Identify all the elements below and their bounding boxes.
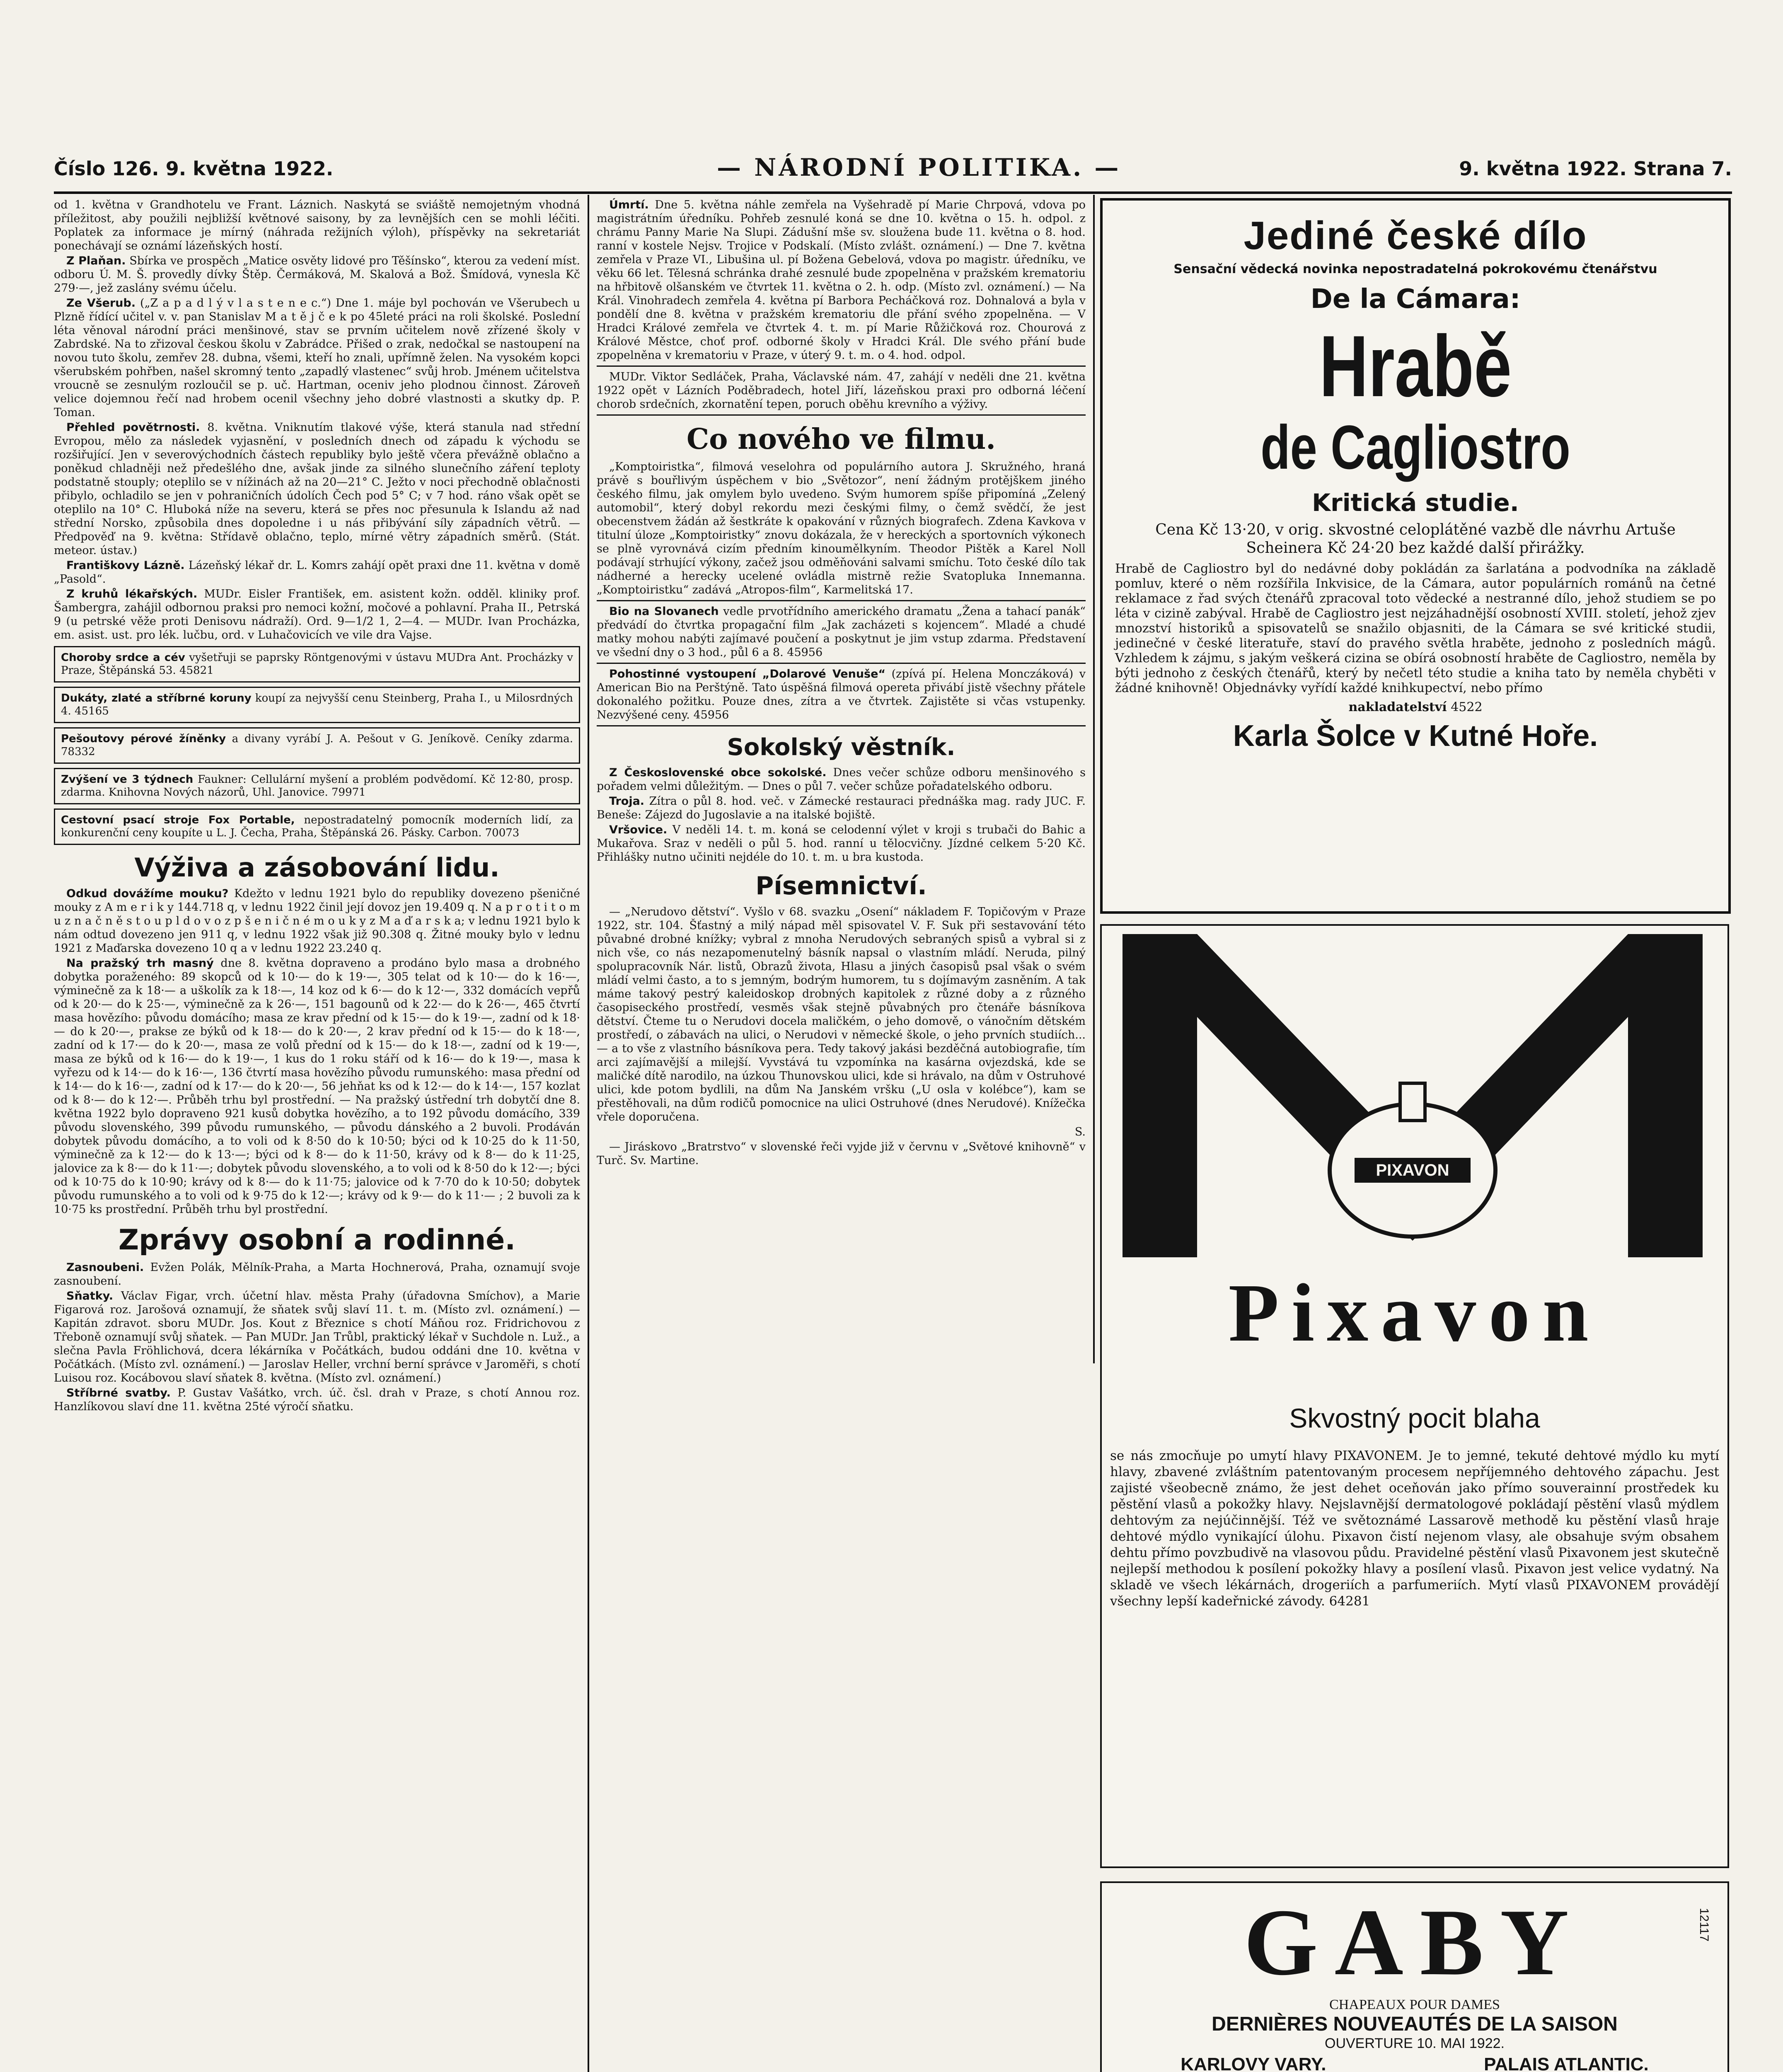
ad-text: vyšetřuji se paprsky Röntgenovými v ústavu MUDra Ant. Procházky v Praze, Štěpánská 53. bbox=[61, 651, 573, 677]
news-text: Václav Figar, vrch. účetní hlav. města Prahy (úřadovna Smíchov), a Marie Figarová roz. Jarošová oznamují, že sňatek svůj slaví 11. t. m. (Místo zvl. oznámení.) — Kapitán zdravot. sboru MUDr. Jos. Kout z Březnice s chotí Máňou roz. Fridrichovou z Třeboně oznamují svůj sňatek. — Pan MUDr. Jan Trůbl, praktický lékař v Suchdole n. Luž., a slečna Pavla Fröhlichová, dcera lékárníka v Počátkách, budou oddáni dne 10. května v Počátkách. (Místo zvl. oznámení.) — Jaroslav Heller, vrchní berní správce v Jaroměři, s chotí Luisou roz. Kocábovou slaví sňatek 8. května. (Místo zvl. oznámení.) bbox=[54, 1290, 580, 1385]
ad-code: 79971 bbox=[331, 786, 366, 799]
ad-text: nepostradatelný pomocník moderních lidí, za konkurenční ceny koupíte u L. J. Čecha, Praha, Štěpánská 26. Pásky. Carbon. bbox=[61, 814, 573, 839]
ad-code: 12117 bbox=[1697, 1908, 1711, 1942]
ad-code: 70073 bbox=[485, 827, 520, 839]
gaby-line-1: CHAPEAUX POUR DAMES bbox=[1329, 1997, 1500, 2012]
ad-head: Zvýšení ve 3 týdnech bbox=[61, 773, 194, 786]
news-text: („Z a p a d l ý v l a s t e n e c.“) Dne 1. máje byl pochován ve Všerubech u Plzně řídící učitel v. v. pan Stanislav M a t ě j č e k po 45leté práci na roli školské. Poslední léta věnoval národní práci menšinové, stav se prvním učitelem nově zřízené školy v Zabrdské. Na to zřizoval českou školu v Zabrádce. Přišed o zrak, nedočkal se nastoupení na novou tuto školu, zemřev 28. dubna, všemi, kteří ho znali, upřímně želen. Na vysokém kopci všerubském pohřben, našel skromný tento „zapadlý vlastenec“ svůj hrob. Jménem učitelstva vroucně se zesnulým rozloučil se p. uč. Hartman, oceniv jeho plodnou činnost. Zároveň velice dojemnou řečí nad hrobem ocenil všechny jeho dobré vlastnosti a skutky dp. P. Toman. bbox=[54, 297, 580, 419]
news-silver-weddings bbox=[54, 1386, 580, 1414]
section-title-food: Výživa a zásobování lidu. bbox=[134, 852, 500, 883]
news-vserub bbox=[54, 296, 580, 419]
news-lead: Přehled povětrnosti. bbox=[66, 421, 200, 434]
news-text: MUDr. Eisler František, em. asistent kožn. odděl. kliniky prof. Šambergra, zahájil odbornou praksi pro nemoci kožní, močové a pohlavní. Praha II., Petrská 9 (u petrské věže proti Denisovu nádraží). Ord. 9—1/2 1, 2—4. — MUDr. Ivan Procházka, em. asist. ust. pro lék. lučbu, ord. v Luhačovicích ve vile dra Vajse. bbox=[54, 588, 580, 641]
news-text: vedle prvotřídního amerického dramatu „Žena a tahací panák“ předvádí do čtvrtka propagační film „Jak zacházeti s kojencem“. Mladé a chudé matky mohou nabýti zajímavé poučení a poskytnut je jim vstup zdarma. Představení ve všední dny o 3 hod., půl 6 a 8. bbox=[597, 605, 1086, 659]
divider bbox=[597, 414, 1086, 416]
film-venus bbox=[597, 667, 1086, 722]
ad-publisher-pre: nakladatelství bbox=[1348, 700, 1447, 714]
news-text: P. Gustav Vašátko, vrch. úč. čsl. drah v Praze, s chotí Annou roz. Hanzlíkovou slaví dne 11. května 25té výročí sňatku. bbox=[54, 1387, 580, 1414]
ad-code: 45165 bbox=[75, 705, 109, 717]
news-lead: Z kruhů lékařských. bbox=[66, 588, 198, 600]
ad-code: 45821 bbox=[179, 664, 214, 677]
ad-head: Dukáty, zlaté a stříbrné koruny bbox=[61, 692, 252, 704]
news-lead: Zasnoubeni. bbox=[66, 1261, 144, 1274]
news-text: (zpívá pí. Helena Monczáková) v American Bio na Perštýně. Tato úspěšná filmová opereta přivábí jistě všechny přátele dokonalého požitku. Pouze dnes, zítra a ve čtvrtek. Zajistěte si včas vstupenky. Nezvýšené ceny. bbox=[597, 668, 1086, 722]
pixavon-tagline: Skvostný pocit blaha bbox=[1289, 1403, 1540, 1433]
ad-publisher-intro bbox=[1103, 696, 1728, 715]
news-vrsovice bbox=[597, 823, 1086, 864]
film-bio bbox=[597, 605, 1086, 659]
divider bbox=[597, 663, 1086, 664]
news-engagement bbox=[54, 1261, 580, 1288]
ad-code: 64281 bbox=[1329, 1594, 1370, 1609]
news-jirasek: — Jiráskovo „Bratrstvo“ v slovenské řeči vyjde již v červnu v „Světové knihovně“ v Turč. Sv. Martine. bbox=[597, 1140, 1086, 1167]
gaby-line-2: DERNIÈRES NOUVEAUTÉS DE LA SAISON bbox=[1212, 2013, 1618, 2035]
gaby-place: PALAIS ATLANTIC. bbox=[1484, 2054, 1649, 2072]
classified-ad-mattress bbox=[54, 727, 580, 764]
news-plana bbox=[54, 254, 580, 295]
news-troja bbox=[597, 794, 1086, 822]
ad-code: 45956 bbox=[787, 646, 823, 659]
gaby-line-3: OUVERTURE 10. MAI 1922. bbox=[1325, 2036, 1505, 2051]
news-sokol bbox=[597, 766, 1086, 793]
ad-price: Cena Kč 13·20, v orig. skvostné celoplátěné vazbě dle návrhu Artuše Scheinera Kč 24·20 bez každé další přirážky. bbox=[1155, 521, 1676, 557]
news-lead: Ze Všerub. bbox=[66, 297, 136, 310]
news-text: Dnes večer schůze odboru menšinového s pořadem velmi důležitým. — Dnes o půl 7. večer schůze pořadatelského odboru. bbox=[597, 766, 1086, 793]
news-weddings bbox=[54, 1289, 580, 1385]
news-lead: Z Československé obce sokolské. bbox=[609, 766, 827, 779]
news-text: dne 8. května dopraveno a prodáno bylo masa a drobného dobytka poraženého: 89 skopců od k 10·— do k 19·—, 305 telat od k 10·— do k 16·—, výminečně za k 18·— a uškolík za k 18·—, 14 koz od k 6·— do k 12·—, 332 domácích vepřů od k 20·— do k 25·—, výminečně za k 26·—, 151 bagounů od k 22·— do k 26·—, 465 čtvrtí masa hovězího: původu domácího; masa ze krav přední od k 15·— do k 19·—, zadní od k 18·— do k 20·—, prakse ze býků od k 18·— do k 20·—, 2 krav přední od k 15·— do k 18·—, zadní od k 17·— do k 20·—, masa ze volů přední od k 15·— do k 18·—, zadní od k 19·—, masa ze býků od k 16·— do k 19·—, 1 kus do 1 roku stáří od k 16·— do k 19·—, masa k vyřezu od k 14·— do k 16·—, 136 čtvrtí masa hovězího původu rumunského: masa přední od k 14·— do k 16·—, zadní od k 17·— do k 20·—, 56 jehňat ks od k 12·— do k 14·—, 157 kozlat od k 8·— do k 12·—. Průběh trhu byl prostřední. — Na pražský ústřední trh dobytčí dne 8. května 1922 bylo dopraveno 921 kusů dobytka hovězího, a to 192 původu domácího, 339 původu slovenského, 399 původu rumunského, — původu dánského a 2 buvoli. Prodáván dobytek původu domácího, a to voli od k 8·50 do k 10·50; býci od k 10·25 do k 11·50, výminečně za k 12·— do k 13·—; býci od k 8·— do k 11·50, krávy od k 8·— do k 11·25, jalovice za k 8·— do k 11·—; dobytek původu slovenského, a to voli od k 8·50 do k 12·—; býci od k 10·75 do k 10·90; krávy od k 8·— do k 11·75; jalovice od k 7·70 do k 10·50; dobytek původu rumunského a to voli od k 9·75 do k 12·—; krávy od k 9·— do k 11·— ; 2 buvoli za k 10·75 ks prostřední. Průběh trhu byl prostřední. bbox=[54, 957, 580, 1216]
column-1 bbox=[54, 198, 580, 2072]
ad-code: 4522 bbox=[1451, 700, 1483, 714]
ad-text: koupí za nejvyšší cenu Steinberg, Praha I., u Milosrdných 4. bbox=[61, 692, 573, 717]
ad-cagliostro bbox=[1100, 198, 1731, 914]
news-lead: Stříbrné svatby. bbox=[66, 1387, 171, 1400]
ad-text: Faukner: Cellulární myšení a problém podvědomí. Kč 12·80, prosp. zdarma. Knihovna Nových názorů, Uhl. Janovice. bbox=[61, 773, 573, 799]
news-lead: Sňatky. bbox=[66, 1290, 114, 1303]
ad-head: Choroby srdce a cév bbox=[61, 651, 185, 664]
newspaper-title: — NÁRODNÍ POLITIKA. — bbox=[717, 153, 1121, 182]
ad-code: 78332 bbox=[61, 746, 95, 758]
news-lead: Vršovice. bbox=[609, 823, 668, 837]
ad-author: De la Cámara: bbox=[1310, 284, 1521, 315]
spa-notice: od 1. května v Grandhotelu ve Frant. Láznich. Naskytá se sviáště nemojetným vhodná příležitost, aby použili nejbližší květnové saisony, by za levnějších cen se mohli léčiti. Poplatek za informace je mírný (náhrada režijních výloh), příspěvky na sekretariát ponechávají se oznámí lázeňských hostí. bbox=[54, 198, 580, 252]
news-text: Lázeňský lékař dr. L. Komrs zahájí opět praxi dne 11. května v domě „Pasold“. bbox=[54, 559, 580, 586]
divider bbox=[597, 366, 1086, 367]
news-weather bbox=[54, 421, 580, 557]
page-date-number: 9. května 1922. Strana 7. bbox=[1459, 157, 1732, 180]
divider bbox=[597, 600, 1086, 601]
news-text: Evžen Polák, Mělník-Praha, a Marta Hochnerová, Praha, oznamují svoje zasnoubení. bbox=[54, 1261, 580, 1288]
ad-head: Cestovní psací stroje Fox Portable, bbox=[61, 814, 295, 826]
news-signature: S. bbox=[1074, 1126, 1086, 1139]
news-text: 8. května. Vniknutím tlakové výše, která stanula nad střední Evropou, mělo za následek vyjasnění, v posledních dnech od západu k východu se rozšiřující. Jen v severovýchodních částech republiky bylo ještě včera převážně oblačno a poněkud chladněji než předešlého dne, avšak jinde za silného slunečního záření teploty podstatně stouply; oteplilo se v nížinách až na 20—21° C. Ježto v noci přechodně oblačnosti přibylo, ochladilo se jen v pohraničních údolích Čech pod 5° C; v 7 hod. ráno však opět se oteplilo na 10° C. Hluboká níže na severu, která se přes noc přesunula k Islandu až nad střední Norsko, způsobila dnes dopoledne i u nás přibývání síly západních větrů. — Předpověď na 9. května: Střídavě oblačno, teplo, mírné větry západních směrů. (Stát. meteor. ústav.) bbox=[54, 421, 580, 557]
news-lead: Na pražský trh masný bbox=[66, 957, 214, 970]
news-neruda: — „Nerudovo dětství“. Vyšlo v 68. svazku „Osení“ nákladem F. Topičovým v Praze 1922, str. 104. Šťastný a milý nápad měl spisovatel V. F. Suk při sestavování této půvabné drobné knížky; vybral z mnoha Nerudových sebraných spisů a vybral si z nich vše, co nás nezapomenutelný básník napsal o vlastním mládí. Neruda, pilný spolupracovník Nár. listů, Obrazů života, Hlasu a jiných časopisů psal však o svém mládí velmi často, a to s jemným, bodrým humorem, tu s dojímavým zasněním. A tak máme takový pestrý kaleidoskop drobných kapitolek z různé doby a z různého časopiseckého prostředí, vesměs však stejně půvabných pro čtenáře básníkova dětství. Čteme tu o Nerudovi docela maličkém, o jeho domově, o vánočním dětském prostředí, o zábavách na ulici, o Nerudovi v německé škole, o jeho prvních studiích... — a to vše z vlastního básníkova pera. Tedy takový jakási bezděčná autobiografie, tím arci zajímavější a milejší. Vyvstává tu vzpomínka na kasárna ovjezdská, kde se maličké dítě narodilo, na úzkou Thunovskou ulici, kde si hrávalo, na dům v Ostruhové ulici, kde potom bydlili, na dům Na Janském vršku („U osla v kolébce“), kam se přestěhovali, na dům rodičů pomocnice na ulici Ostruhové (dnes Nerudové). Knížečka vřele doporučena. bbox=[597, 905, 1086, 1124]
news-text: Zítra o půl 8. hod. več. v Zámecké restauraci přednáška mag. rady JUC. F. Beneše: Zájezd do Jugoslavie a na italské bojiště. bbox=[597, 795, 1086, 822]
news-flour bbox=[54, 887, 580, 955]
ad-body: Hrabě de Cagliostro byl do nedávné doby pokládán za šarlatána a podvodníka na základě pomluv, které o něm rozšířila Inkvisice, de la Cámara, autor populárních románů na četné reklamace z řad svých čtenářů zpracoval toto vědecké a nestranné dílo, jehož studiem se po léta v cizině zabýval. Hrabě de Cagliostro jest nejzáhadnější osobností XVIII. století, jehož zjev mnozství historiků a spisovatelů se snažilo objasniti, de la Cámara se své kritické studii, jedinečné v české literatuře, staví do pravého světla hraběte, jednoho z posledních mágů. Vzhledem k zájmu, s jakým veškerá cizina se obírá osobností hraběte de Cagliostro, neměla by býti jednoho z českých čtenářů, který by nečetl této studie a kniha tato by neměla chyběti v žádné knihovně! Objednávky vyřídí každé knihkupectví, nebo přímo bbox=[1115, 562, 1716, 695]
ad-book-title-2: de Cagliostro bbox=[1260, 412, 1570, 482]
column-2 bbox=[597, 198, 1086, 1363]
column-divider-2 bbox=[1093, 195, 1095, 1363]
classified-ad-book bbox=[54, 768, 580, 804]
ad-publisher: Karla Šolce v Kutné Hoře. bbox=[1233, 719, 1598, 753]
ad-subheadline: Sensační vědecká novinka nepostradatelná pokrokovému čtenářstvu bbox=[1173, 262, 1657, 276]
news-lead: Pohostinné vystoupení „Dolarové Venuše“ bbox=[609, 668, 886, 681]
divider bbox=[597, 725, 1086, 726]
news-deaths bbox=[597, 198, 1086, 362]
ad-headline: Jediné české dílo bbox=[1244, 213, 1587, 258]
news-market bbox=[54, 956, 580, 1216]
page-header bbox=[54, 153, 1732, 191]
news-lead: Z Plaňan. bbox=[66, 254, 126, 267]
ad-bonella-main bbox=[597, 1368, 1726, 2072]
ad-genre: Kritická studie. bbox=[1312, 489, 1519, 517]
ad-head: Pešoutovy pérové žíněnky bbox=[61, 733, 226, 745]
news-lead: Bio na Slovanech bbox=[609, 605, 719, 618]
news-text: Sbírka ve prospěch „Matice osvěty lidové pro Těšínsko“, kterou za vedení míst. odboru Ú. M. Š. provedly dívky Štěp. Čermáková, M. Skalová a Bož. Šmídová, vynesla Kč 279·—, jež zaslány svému účelu. bbox=[54, 254, 580, 295]
column-divider-1 bbox=[588, 195, 589, 2072]
news-frantiskovy bbox=[54, 559, 580, 586]
header-rule bbox=[54, 191, 1732, 194]
classified-ad-heart bbox=[54, 646, 580, 683]
gaby-brand: GABY bbox=[1244, 1889, 1586, 1995]
classified-ad-ducats bbox=[54, 687, 580, 723]
ad-code: 45956 bbox=[693, 709, 729, 722]
classified-ad-typewriter bbox=[54, 808, 580, 845]
ad-text: a divany vyrábí J. A. Pešout v G. Jeníkově. Ceníky zdarma. bbox=[232, 733, 573, 745]
section-title-sokol: Sokolský věstník. bbox=[727, 734, 956, 761]
section-title-personal: Zprávy osobní a rodinné. bbox=[118, 1224, 516, 1257]
section-title-film: Co nového ve filmu. bbox=[687, 423, 996, 456]
news-doctors bbox=[54, 587, 580, 642]
bottle-label: PIXAVON bbox=[1376, 1161, 1449, 1179]
doctor-notice: MUDr. Viktor Sedláček, Praha, Václavské nám. 47, zahájí v neděli dne 21. května 1922 opět v Lázních Poděbradech, hotel Jiří, lázeňskou praxi pro odborná léčení chorob srdečních, zkornatění tepen, poruch oběhu krevního a výživy. bbox=[597, 370, 1086, 411]
news-text: V neděli 14. t. m. koná se celodenní výlet v kroji s trubači do Bahic a Mukařova. Sraz v neděli o půl 5. hod. ranní u tělocvičny. Jízdné celkem 5·20 Kč. Přihlášky nutno učiniti nejdéle do 10. t. m. u bra kustoda. bbox=[597, 823, 1086, 864]
ad-book-title: Hrabě bbox=[1319, 317, 1512, 415]
gaby-city: KARLOVY VARY. bbox=[1181, 2054, 1326, 2072]
news-text: Dne 5. května náhle zemřela na Vyšehradě pí Marie Chrpová, vdova po magistrátním úředníku. Pohřeb zesnulé koná se dne 10. května o 15. h. odpol. z chrámu Panny Marie Na Slupi. Zádušní mše sv. sloužena bude 11. května o 8. hod. ranní v kostele Nejsv. Trojice v Podskalí. (Místo zvlášt. oznámení.) — Dne 7. května zemřela v Praze VI., Libušina ul. pí Božena Gebelová, vdova po magistr. úředníku, ve věku 66 let. Tělesná schránka drahé zesnulé bude zpopelněna v pražském krematoriu na hřbitově olšanském ve čtvrtek 11. května o 2. h. odp. (Místo zvl. oznámení.) — Na Král. Vinohradech zemřela 4. května pí Barbora Pecháčková roz. Dohnalová a byla v pondělí dne 8. května v pražském krematoriu dle přání svého zpopelněna. — V Hradci Králové zemřela ve čtvrtek 4. t. m. pí Marie Růžičková roz. Chourová z Králové Městce, choť prof. odborné školy v Hradci Král. Dle svého přání bude zpopelněna v krematoriu v Praze, v úterý 9. t. m. o 4. hod. odpol. bbox=[597, 198, 1086, 362]
section-title-literature: Písemnictví. bbox=[755, 871, 927, 901]
news-lead: Odkud dovážíme mouku? bbox=[66, 887, 229, 900]
news-lead: Františkovy Lázně. bbox=[66, 559, 185, 572]
film-komptoiristka: „Komptoiristka“, filmová veselohra od populárního autora J. Skružného, hraná právě s bouřlivým úspěchem v bio „Světozor“, není žádným protějškem jiného českého filmu, jak omylem bylo uvedeno. Svým humorem spíše připomíná „Zelený automobil“, který dobyl rekordu mezi českými filmy, o čemž svědčí, že jest obecenstvem žádán až šestkráte k opakování v různých biografech. Zdena Kavkova v titulní úloze „Komptoiristky“ znovu dokázala, že v hereckých a sportovních výkonech se plně vyrovnává cizím předním kinoumělkyním. Theodor Pištěk a Karel Noll podávají strhující výkony, začež jsou odměňováni salvami smíchu. Toto české dílo tak nádherné a herecky ucelené ovládla mistrně režie Svatopluka Innemanna. „Komptoiristku“ zadává „Atropos-film“, Karmelitská 17. bbox=[597, 460, 1086, 597]
pixavon-brand: Pixavon bbox=[1228, 1267, 1601, 1359]
news-lead: Troja. bbox=[609, 795, 645, 808]
pixavon-text: se nás zmocňuje po umytí hlavy PIXAVONEM. Je to jemné, tekuté dehtové mýdlo ku mytí hlavy, zbavené zvláštním patentovaným procesem nepříjemného dehtového zápachu. Jest zajisté všeobecně známo, že jest dehet oceňován jako přímo souverainní prostředek ku pěstění vlasů a pokožky hlavy. Nejslavnější dermatologové pokládají pěstění vlasů mýdlem dehtovým za nejúčinnější. Též ve světoznámé Lassarově methodě ku pěstění vlasů hraje dehtové mýdlo vynikající úlohu. Pixavon čistí nejenom vlasy, ale obsahuje svým obsahem dehtu přímo povzbudivě na vlasovou půdu. Pravidelné pěstění vlasů Pixavonem jest skutečně nejlepší methodou k posílení pokožky hlavy a posílení vlasů. Pixavon jest velice vydatný. Na skladě ve všech lékárnách, drogeriích a parfumeriích. Mytí vlasů PIXAVONEM provádějí všechny lepší kadeřnické závody. bbox=[1110, 1448, 1719, 1609]
issue-number: Číslo 126. 9. května 1922. bbox=[54, 157, 334, 180]
news-text: Kdežto v lednu 1921 bylo do republiky dovezeno pšeničné mouky z A m e r i k y 144.718 q, v lednu 1922 činil její dovoz jen 19.409 q. N a p r o t i t o m u z n a č n ě s t o u p l d o v o z p š e n i č n é m o u k y z M a ď a r s k a; v lednu 1921 bylo k nám odtud dovezeno jen 911 q, v lednu 1922 však již 90.308 q. Žitné mouky bylo v lednu 1921 z Maďarska dovezeno 10 q a v lednu 1922 23.240 q. bbox=[54, 887, 580, 955]
pixavon-illustration bbox=[1123, 926, 1703, 1266]
news-lead: Úmrtí. bbox=[609, 198, 649, 211]
